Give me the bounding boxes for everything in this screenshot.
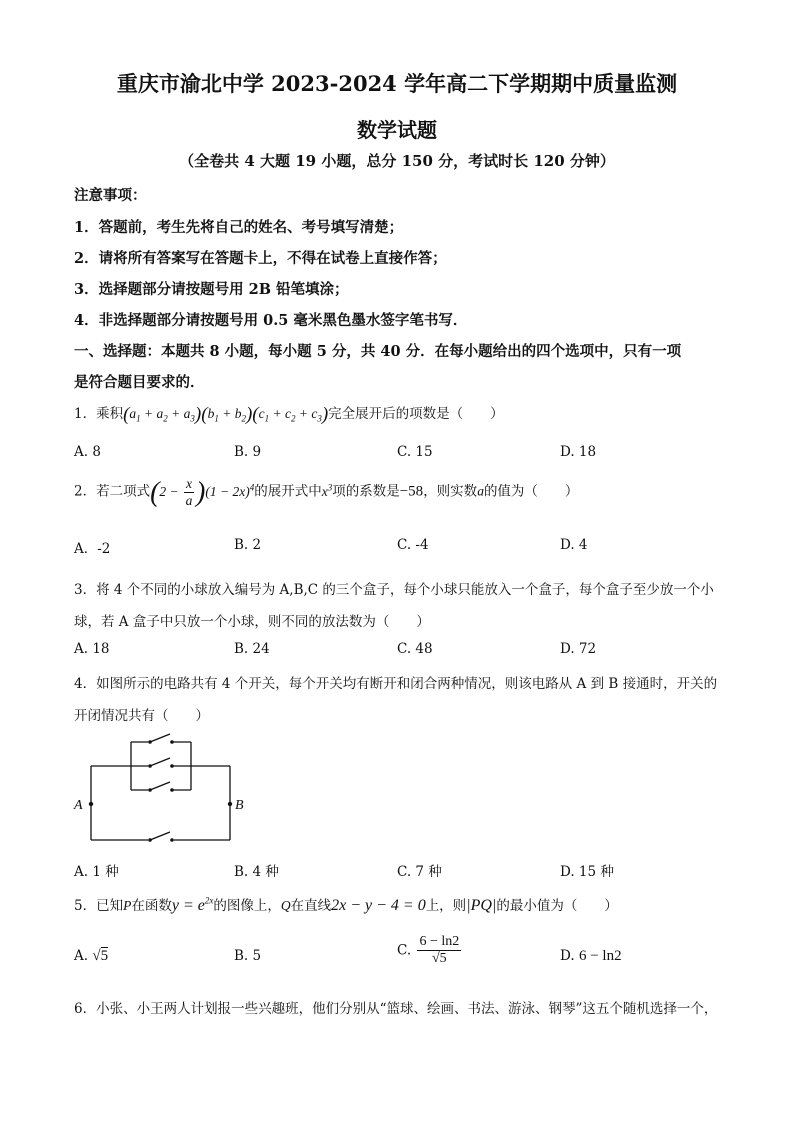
q4-option-a: A. 1 种 [74, 864, 119, 880]
switch-contact [148, 740, 152, 744]
exam-info: （全卷共 4 大题 19 小题，总分 150 分，考试时长 120 分钟） [179, 152, 615, 170]
q1-option-b: B. 9 [234, 444, 262, 460]
q5-text: 在函数 [131, 898, 172, 914]
switch-contact [148, 764, 152, 768]
q2-mid: 的展开式中 [254, 483, 322, 500]
q5-text: 的最小值为（ ） [496, 898, 618, 914]
q1-option-a: A. 8 [74, 444, 101, 460]
notice-item: 2．请将所有答案写在答题卡上，不得在试卷上直接作答； [74, 250, 447, 267]
q5-point-p: P [123, 898, 132, 913]
q3-option-d: D. 72 [560, 641, 597, 657]
q4-option-d: D. 15 种 [560, 864, 614, 880]
q5-option-a: A. √5 [74, 948, 109, 964]
question-6-line1: 6．小张、小王两人计划报一些兴趣班，他们分别从“篮球、绘画、书法、游泳、钢琴”这五个随机选择一个， [74, 1001, 718, 1017]
exam-subtitle: 数学试题 [357, 118, 437, 142]
question-5 [74, 894, 618, 915]
q5-prefix: 5．已知 [74, 898, 124, 914]
q3-option-c: C. 48 [397, 641, 433, 657]
q2-option-a: A．-2 [74, 541, 111, 557]
q5-option-b: B. 5 [234, 948, 262, 964]
q5-point-q: Q [280, 898, 291, 913]
q4-option-b: B. 4 种 [234, 864, 279, 880]
q1-option-c: C. 15 [397, 444, 433, 460]
q1-option-d: D. 18 [560, 444, 597, 460]
question-4-line1: 4．如图所示的电路共有 4 个开关，每个开关均有断开和闭合两种情况，则该电路从 A 到 B 接通时，开关的 [74, 676, 718, 692]
q2-value: −58 [399, 483, 424, 500]
question-4-line2: 开闭情况共有（ ） [74, 708, 209, 724]
question-3-line1: 3．将 4 个不同的小球放入编号为 A,B,C 的三个盒子，每个小球只能放入一个盒子，每个盒子至少放一个小 [74, 582, 714, 598]
switch-contact [170, 788, 174, 792]
switch [150, 734, 170, 742]
terminal-a [89, 802, 93, 806]
q5-line-eq: 2x − y − 4 = 0 [331, 897, 426, 914]
q5-pq: |PQ| [466, 897, 497, 914]
q1-suffix: 完全展开后的项数是（ ） [328, 406, 504, 422]
q5-option-c: C. $\frac{6 - \ln 2}{√5}$ [397, 934, 460, 966]
label-a: A [74, 798, 83, 813]
switch-contact [170, 740, 174, 744]
notice-item: 3．选择题部分请按题号用 2B 铅笔填涂； [74, 281, 349, 298]
q5-option-d: D. 6 − ln2 [560, 948, 622, 964]
question-1 [74, 402, 504, 426]
switch [150, 782, 170, 790]
q2-mid2: 项的系数是 [332, 483, 400, 500]
q2-option-c: C. -4 [397, 537, 429, 553]
q2-prefix: 2．若二项式 [74, 483, 151, 500]
notice-heading: 注意事项： [74, 187, 147, 204]
q2-option-d: D. 4 [560, 537, 588, 553]
q4-option-c: C. 7 种 [397, 864, 442, 880]
notice-item: 4．非选择题部分请按题号用 0.5 毫米黑色墨水签字笔书写． [74, 312, 468, 329]
switch-contact [148, 838, 152, 842]
q2-suffix: ，则实数 [423, 483, 478, 500]
q1-formula: $(a_1 + a_2 + a_3)(b_1 + b_2)(c_1 + c_2 + c_3)$ [123, 403, 329, 425]
question-3-line2: 球，若 A 盒子中只放一个小球，则不同的放法数为（ ） [74, 614, 430, 630]
q2-option-b: B. 2 [234, 537, 262, 553]
q5-text: 上，则 [425, 898, 467, 914]
circuit-diagram [70, 730, 260, 850]
q2-var: a [477, 483, 484, 499]
q2-term: $x^3$ [321, 482, 333, 499]
switch-contact [148, 788, 152, 792]
q5-text: 的图像上， [213, 898, 281, 914]
label-b: B [235, 798, 244, 813]
q2-formula: (2 − $\frac{x}{a}$ )$(1 - 2x)^4$ [150, 476, 255, 508]
exam-title: 重庆市渝北中学 2023-2024 学年高二下学期期中质量监测 [116, 71, 678, 96]
section-heading: 一、选择题：本题共 8 小题，每小题 5 分，共 40 分．在每小题给出的四个选项中，只有一项 [74, 343, 682, 360]
q3-option-b: B. 24 [234, 641, 270, 657]
switch [150, 758, 170, 766]
question-2 [74, 476, 578, 509]
switch [150, 832, 170, 840]
switch-contact [170, 838, 174, 842]
section-heading-cont: 是符合题目要求的． [74, 374, 205, 391]
q1-prefix: 1．乘积 [74, 406, 124, 422]
switch-contact [170, 764, 174, 768]
q3-option-a: A. 18 [74, 641, 110, 657]
q5-func: $y = e^{2x}$ [171, 895, 214, 914]
q2-suffix2: 的值为（ ） [483, 483, 579, 500]
q5-text: 在直线 [290, 898, 332, 914]
notice-item: 1．答题前，考生先将自己的姓名、考号填写清楚； [74, 219, 404, 236]
terminal-b [228, 802, 232, 806]
